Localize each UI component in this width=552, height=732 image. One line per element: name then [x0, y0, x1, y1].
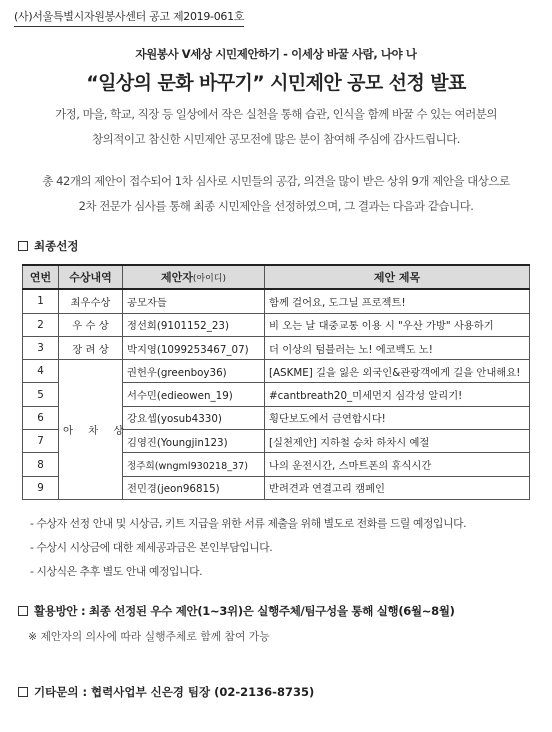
summary-line-1: 총 42개의 제안이 접수되어 1차 심사로 시민들의 공감, 의견을 많이 받은 상위 9개 제안을 대상으로 — [42, 174, 510, 188]
note-item: - 수상시 시상금에 대한 제세공과금은 본인부담입니다. — [30, 541, 273, 554]
row-proposal: 횡단보도에서 금연합시다! — [265, 406, 530, 429]
notice-number: (사)서울특별시자원봉사센터 공고 제2019-061호 — [14, 8, 244, 27]
header-no: 연번 — [23, 265, 59, 289]
summary-paragraph — [14, 169, 538, 219]
row-proposal: [ASKME] 길을 잃은 외국인&관광객에게 길을 안내해요! — [265, 360, 530, 383]
row-proposal: [실천제안] 지하철 승차 하차시 예절 — [265, 430, 530, 453]
header-proposer-suffix: (아이디) — [192, 274, 226, 285]
row-proposer: 김영진(Youngjin123) — [123, 430, 265, 453]
plan-section — [18, 603, 455, 619]
row-proposer: 권헌우(greenboy36) — [123, 360, 265, 383]
plan-note: ※ 제안자의 의사에 따라 실행주체로 함께 참여 가능 — [28, 630, 270, 643]
header-award: 수상내역 — [59, 265, 123, 289]
section-final-selection — [18, 238, 78, 254]
row-proposer: 정선희(9101152_23) — [123, 313, 265, 336]
row-award: 우 수 상 — [59, 313, 123, 336]
note-item: - 수상자 선정 안내 및 시상금, 키트 지급을 위한 서류 제출을 위해 별도로 전화를 드릴 예정입니다. — [30, 517, 467, 530]
row-no: 6 — [23, 406, 59, 429]
row-no: 8 — [23, 453, 59, 476]
row-no: 5 — [23, 383, 59, 406]
notes-list — [30, 512, 466, 584]
table-row — [23, 313, 530, 336]
row-proposer: 정주희(wngml930218_37) — [123, 453, 265, 476]
section-final-label: 최종선정 — [34, 239, 79, 253]
row-proposer: 강요셉(yosub4330) — [123, 406, 265, 429]
row-proposer: 박지영(1099253467_07) — [123, 336, 265, 359]
row-proposer: 전민경(jeon96815) — [123, 476, 265, 499]
row-no: 1 — [23, 289, 59, 313]
row-award: 최우수상 — [59, 289, 123, 313]
row-no: 3 — [23, 336, 59, 359]
subtitle: 자원봉사 V세상 시민제안하기 - 이세상 바꿀 사람, 나야 나 — [135, 47, 417, 61]
row-proposal: 함께 걸어요, 도그닐 프로젝트! — [265, 289, 530, 313]
row-award: 장 려 상 — [59, 336, 123, 359]
table-row — [23, 289, 530, 313]
header-proposal: 제안 제목 — [265, 265, 530, 289]
header-proposer — [123, 265, 265, 289]
note-item: - 시상식은 추후 별도 안내 예정입니다. — [30, 565, 203, 578]
table-row — [23, 336, 530, 359]
header-proposer-label: 제안자 — [161, 271, 193, 285]
checkbox-square-icon — [18, 241, 28, 251]
summary-line-2: 2차 전문가 심사를 통해 최종 시민제안을 선정하였으며, 그 결과는 다음과 같습니다. — [78, 199, 474, 213]
row-proposal: #cantbreath20_미세먼지 심각성 알리기! — [265, 383, 530, 406]
intro-line-2: 창의적이고 참신한 시민제안 공모전에 많은 분이 참여해 주심에 감사드립니다. — [92, 132, 460, 146]
merged-award-cell: 아 차 상 — [59, 360, 123, 500]
contact-text: 기타문의 : 협력사업부 신은경 팀장 (02-2136-8735) — [34, 685, 315, 699]
table-row — [23, 360, 530, 383]
row-no: 4 — [23, 360, 59, 383]
intro-line-1: 가정, 마을, 학교, 직장 등 일상에서 작은 실천을 통해 습관, 인식을 함께 바꿀 수 있는 여러분의 — [55, 107, 497, 121]
row-proposer: 공모자들 — [123, 289, 265, 313]
intro-paragraph — [20, 102, 532, 152]
row-proposal: 나의 운전시간, 스마트폰의 휴식시간 — [265, 453, 530, 476]
checkbox-square-icon — [18, 606, 28, 616]
plan-text: 활용방안 : 최종 선정된 우수 제안(1~3위)은 실행주체/팀구성을 통해 실행(6월~8월) — [34, 604, 455, 618]
row-no: 7 — [23, 430, 59, 453]
row-proposal: 비 오는 날 대중교통 이용 시 "우산 가방" 사용하기 — [265, 313, 530, 336]
row-proposal: 반려견과 연결고리 캠페인 — [265, 476, 530, 499]
row-no: 2 — [23, 313, 59, 336]
results-table — [22, 264, 530, 500]
row-proposer: 서수민(edieowen_19) — [123, 383, 265, 406]
checkbox-square-icon — [18, 687, 28, 697]
row-proposal: 더 이상의 텀블러는 노! 에코백도 노! — [265, 336, 530, 359]
contact-section — [18, 684, 314, 700]
row-no: 9 — [23, 476, 59, 499]
page-title: “일상의 문화 바꾸기” 시민제안 공모 선정 발표 — [86, 72, 466, 94]
table-header-row — [23, 265, 530, 289]
